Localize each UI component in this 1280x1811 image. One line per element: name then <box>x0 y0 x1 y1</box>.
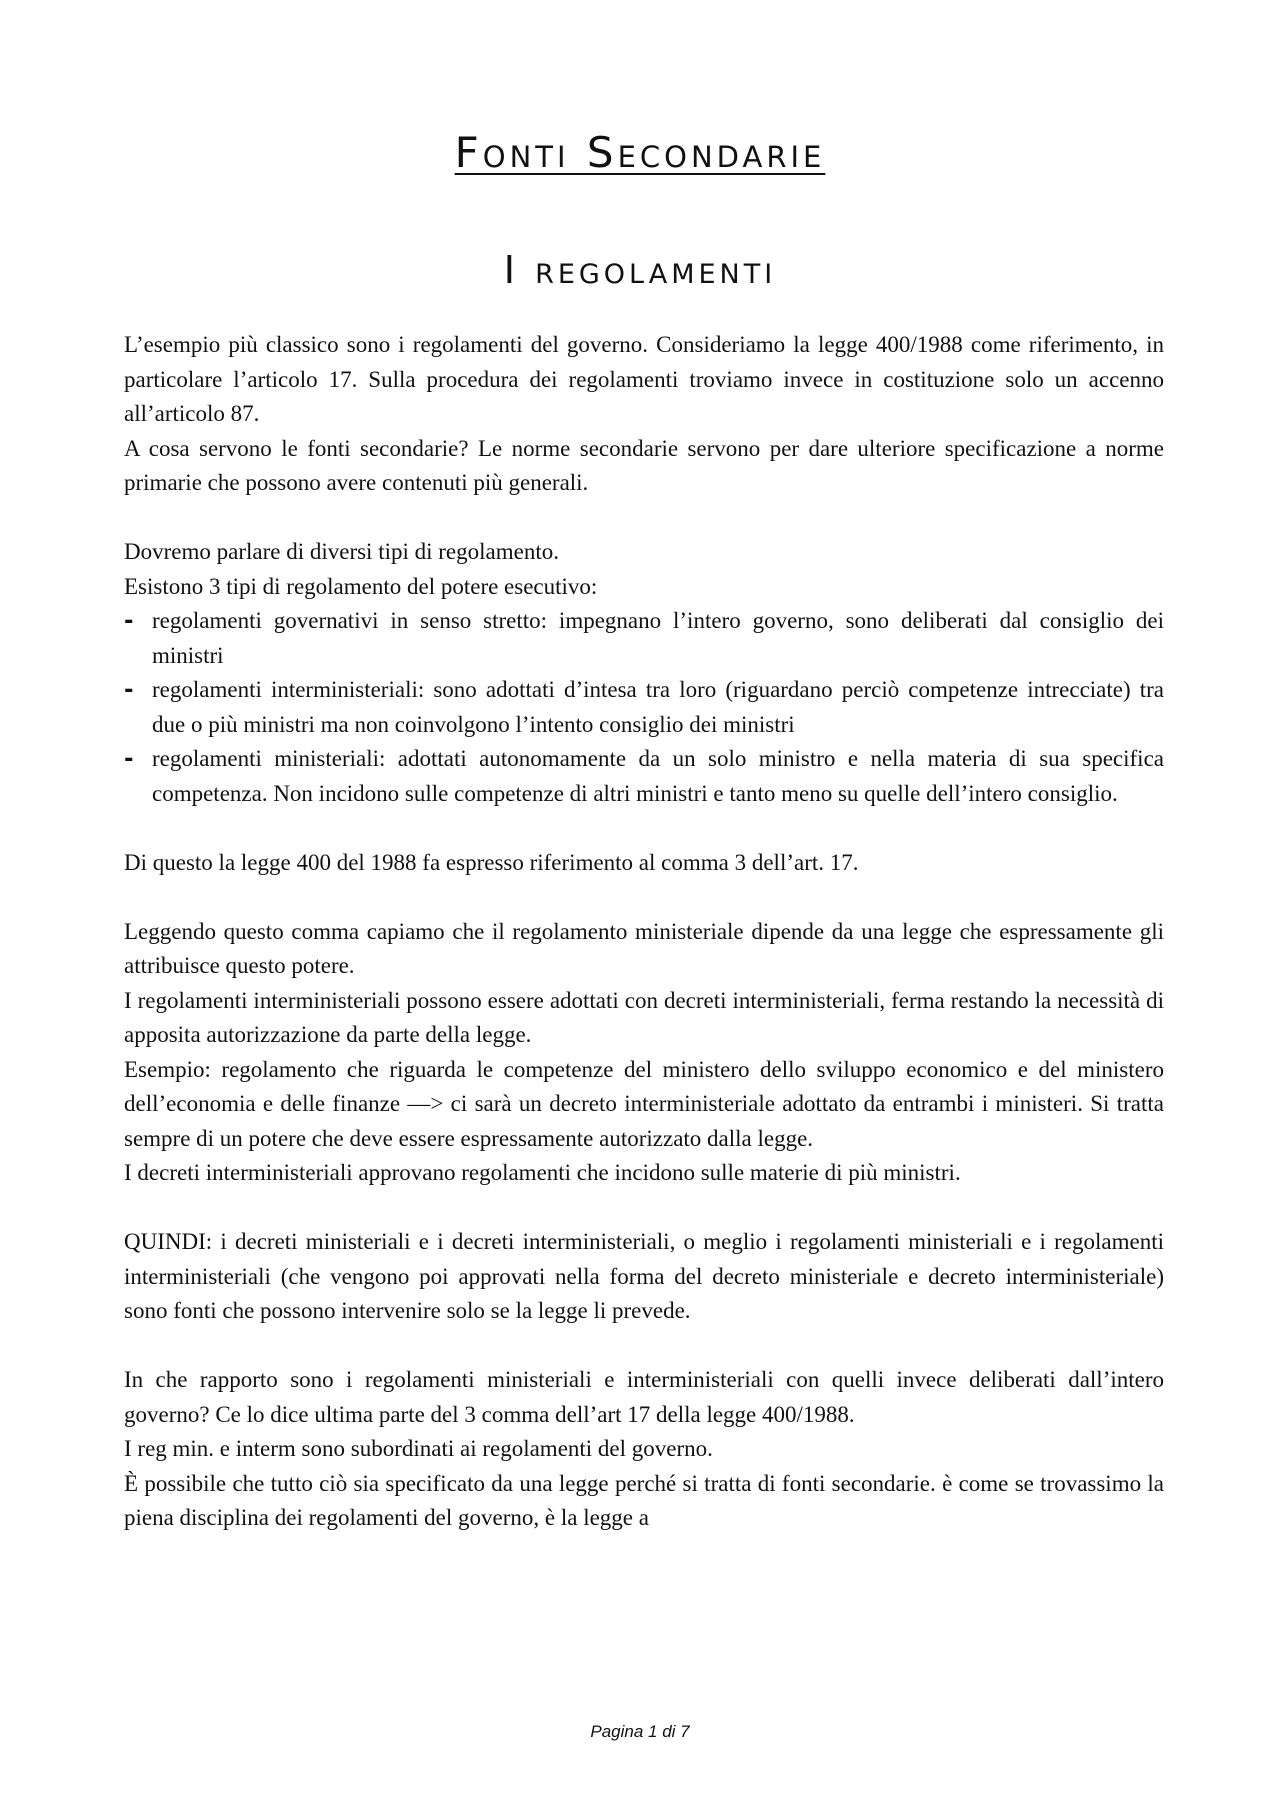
list-item-text: regolamenti interministeriali: sono adottati d’intesa tra loro (riguardano perciò competenze intrecciate) tra due o più ministri ma non coinvolgono l’intento consiglio dei ministri <box>152 677 1164 737</box>
list-item <box>124 742 1164 811</box>
paragraph: Di questo la legge 400 del 1988 fa espresso riferimento al comma 3 dell’art. 17. <box>124 849 859 875</box>
document-title-text: Fonti Secondarie <box>454 128 826 177</box>
document-body <box>124 328 1164 1536</box>
regulation-types-list <box>124 604 1164 811</box>
paragraph: L’esempio più classico sono i regolamenti del governo. Consideriamo la legge 400/1988 come riferimento, in particolare l’articolo 17. Sulla procedura dei regolamenti troviamo invece in costituzione solo un accenno all’articolo 87. <box>124 332 1164 426</box>
paragraph-gap <box>124 1191 1164 1226</box>
paragraph: Esempio: regolamento che riguarda le competenze del ministero dello sviluppo economico e del ministero dell’economia e delle finanze —> ci sarà un decreto interministeriale adottato da entrambi i ministeri. Si tratta sempre di un potere che deve essere espressamente autorizzato dalla legge. <box>124 1056 1164 1151</box>
paragraph-gap <box>124 880 1164 915</box>
list-item-text: regolamenti ministeriali: adottati autonomamente da un solo ministro e nella materia di sua specifica competenza. Non incidono sulle competenze di altri ministri e tanto meno su quelle dell’intero consiglio. <box>152 746 1164 806</box>
paragraph: Esistono 3 tipi di regolamento del potere esecutivo: <box>124 573 598 599</box>
paragraph: I regolamenti interministeriali possono essere adottati con decreti interministeriali, ferma restando la necessità di apposita autorizzazione da parte della legge. <box>124 987 1164 1047</box>
paragraph: Leggendo questo comma capiamo che il regolamento ministeriale dipende da una legge che espressamente gli attribuisce questo potere. <box>124 918 1164 978</box>
section-heading: I regolamenti <box>503 248 777 292</box>
paragraph: I decreti interministeriali approvano regolamenti che incidono sulle materie di più ministri. <box>124 1160 961 1185</box>
paragraph: I reg min. e interm sono subordinati ai regolamenti del governo. <box>124 1436 713 1461</box>
paragraph-gap <box>124 1329 1164 1364</box>
paragraph: QUINDI: i decreti ministeriali e i decreti interministeriali, o meglio i regolamenti ministeriali e i regolamenti interministeriali (che vengono poi approvati nella forma del decreto ministeriale e decreto interministeriale) sono fonti che possono intervenire solo se la legge li prevede. <box>124 1229 1164 1323</box>
dash-bullet: - <box>124 608 134 634</box>
dash-bullet: - <box>124 677 134 703</box>
list-item <box>124 673 1164 742</box>
paragraph-gap <box>124 501 1164 536</box>
page-footer: Pagina 1 di 7 <box>590 1722 690 1741</box>
paragraph: Dovremo parlare di diversi tipi di regolamento. <box>124 539 559 564</box>
paragraph: In che rapporto sono i regolamenti ministeriali e interministeriali con quelli invece deliberati dall’intero governo? Ce lo dice ultima parte del 3 comma dell’art 17 della legge 400/1988. <box>124 1367 1164 1427</box>
list-item-text: regolamenti governativi in senso stretto: impegnano l’intero governo, sono deliberati dal consiglio dei ministri <box>152 608 1164 668</box>
list-item <box>124 604 1164 673</box>
paragraph: È possibile che tutto ciò sia specificato da una legge perché si tratta di fonti secondarie. è come se trovassimo la piena disciplina dei regolamenti del governo, è la legge a <box>124 1470 1164 1530</box>
paragraph: A cosa servono le fonti secondarie? Le norme secondarie servono per dare ulteriore specificazione a norme primarie che possono avere contenuti più generali. <box>124 435 1164 495</box>
paragraph-gap <box>124 811 1164 846</box>
dash-bullet: - <box>124 746 134 772</box>
document-title <box>0 128 1280 177</box>
